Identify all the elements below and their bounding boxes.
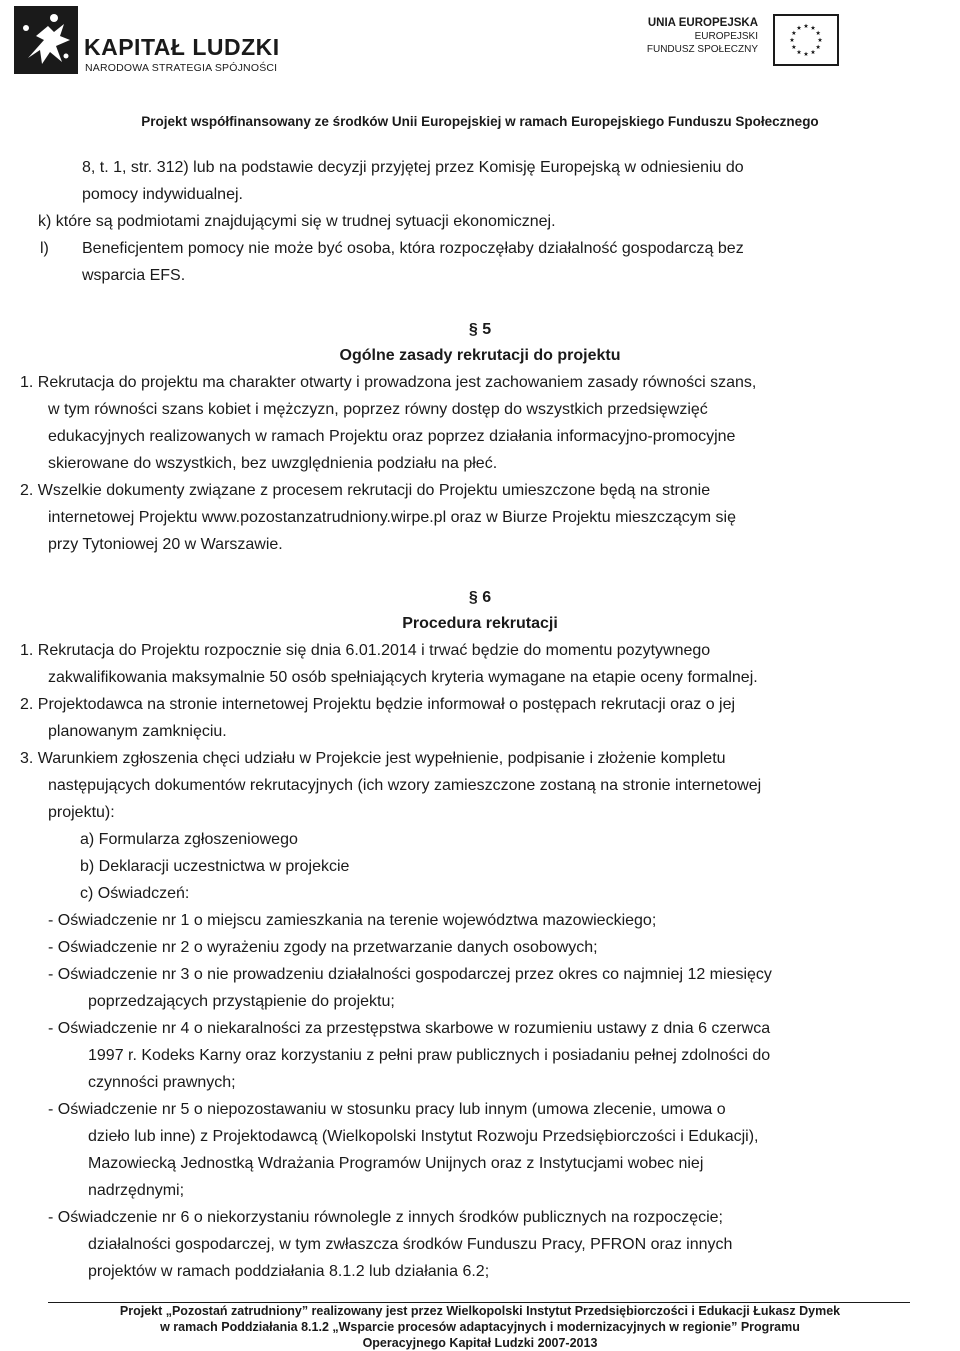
intro-item-l-cont: wsparcia EFS. (82, 267, 186, 284)
eu-flag-icon (773, 14, 839, 66)
eu-text (647, 16, 758, 56)
declaration-3-line-1: - Oświadczenie nr 3 o nie prowadzeniu działalności gospodarczej przez okres co najmniej 12 miesięcy (48, 966, 772, 983)
declaration-6-line-2: działalności gospodarczej, w tym zwłaszcza środków Funduszu Pracy, PFRON oraz innych (88, 1236, 733, 1253)
declaration-5-line-3: Mazowiecką Jednostką Wdrażania Programów Unijnych oraz z Instytucjami wobec niej (88, 1155, 704, 1172)
eu-star-icon (816, 45, 821, 49)
kapital-ludzki-logo (14, 6, 294, 78)
declaration-6-line-1: - Oświadczenie nr 6 o niekorzystaniu równolegle z innych środków publicznych na rozpoczęcie; (48, 1209, 723, 1226)
declaration-5-line-2: dzieło lub inne) z Projektodawcą (Wielkopolski Instytut Rozwoju Przedsiębiorczości i Edukacji), (88, 1128, 759, 1145)
s6-p2-line-1: 2. Projektodawca na stronie internetowej Projektu będzie informował o postępach rekrutacji oraz o jej (20, 696, 736, 713)
eu-star-icon (790, 38, 795, 42)
s6-p1-line-2: zakwalifikowania maksymalnie 50 osób spełniających kryteria wymagane na etapie oceny formalnej. (48, 669, 758, 686)
s5-p1-line-2: w tym równości szans kobiet i mężczyzn, poprzez równy dostęp do wszystkich przedsięwzięć (48, 401, 708, 418)
s6-item-c: c) Oświadczeń: (80, 885, 190, 902)
declaration-5-line-4: nadrzędnymi; (88, 1182, 185, 1199)
eu-star-icon (804, 24, 809, 28)
s6-p3-line-1: 3. Warunkiem zgłoszenia chęci udziału w Projekcie jest wypełnienie, podpisanie i złożenie kompletu (20, 750, 726, 767)
s6-p1-line-1: 1. Rekrutacja do Projektu rozpocznie się dnia 6.01.2014 i trwać będzie do momentu pozytywnego (20, 642, 711, 659)
s6-p3-line-2: następujących dokumentów rekrutacyjnych (ich wzory zamieszczone zostaną na stronie internetowej (48, 777, 762, 794)
cofinancing-note: Projekt współfinansowany ze środków Unii Europejskiej w ramach Europejskiego Funduszu Społecznego (141, 114, 819, 129)
eu-star-icon (792, 45, 797, 49)
declaration-1: - Oświadczenie nr 1 o miejscu zamieszkania na terenie województwa mazowieckiego; (48, 912, 657, 929)
eu-star-icon (792, 31, 797, 35)
intro-item-l: Beneficjentem pomocy nie może być osoba, która rozpoczęłaby działalność gospodarczą bez (82, 240, 744, 257)
s6-item-a: a) Formularza zgłoszeniowego (80, 831, 298, 848)
eu-fund-label-1: EUROPEJSKI (694, 31, 758, 42)
s6-p2-line-2: planowanym zamknięciu. (48, 723, 227, 740)
footer-line-3: Operacyjnego Kapitał Ludzki 2007-2013 (362, 1336, 598, 1350)
s5-p1-line-4: skierowane do wszystkich, bez uwzględnienia podziału na płeć. (48, 455, 498, 472)
eu-star-icon (804, 52, 809, 56)
eu-star-icon (797, 50, 802, 54)
intro-line-2: pomocy indywidualnej. (82, 186, 243, 203)
eu-star-icon (797, 25, 802, 29)
declaration-4-line-2: 1997 r. Kodeks Karny oraz korzystaniu z pełni praw publicznych i posiadaniu pełnej zdolności do (88, 1047, 771, 1064)
declaration-6-line-3: projektów w ramach poddziałania 8.1.2 lub działania 6.2; (88, 1263, 490, 1280)
page-header (0, 0, 960, 129)
eu-fund-label-2: FUNDUSZ SPOŁECZNY (646, 44, 758, 55)
eu-star-icon (818, 38, 823, 42)
footer-line-2: w ramach Poddziałania 8.1.2 „Wsparcie procesów adaptacyjnych i modernizacyjnych w regionie” Programu (160, 1320, 800, 1334)
footer-line-1: Projekt „Pozostań zatrudniony” realizowany jest przez Wielkopolski Instytut Przedsiębiorczości i Edukacji Łukasz Dymek (119, 1304, 841, 1318)
intro-line-1: 8, t. 1, str. 312) lub na podstawie decyzji przyjętej przez Komisję Europejską w odniesieniu do (82, 159, 744, 176)
logo-name: KAPITAŁ LUDZKI (84, 34, 280, 60)
declaration-2: - Oświadczenie nr 2 o wyrażeniu zgody na przetwarzanie danych osobowych; (48, 939, 598, 956)
eu-star-icon (811, 50, 816, 54)
intro-item-k: k) które są podmiotami znajdującymi się w trudnej sytuacji ekonomicznej. (38, 213, 556, 230)
declaration-4-line-1: - Oświadczenie nr 4 o niekaralności za przestępstwa skarbowe w rozumieniu ustawy z dnia 6 czerwca (48, 1020, 771, 1037)
s6-p3-line-3: projektu): (48, 804, 115, 821)
kapital-ludzki-emblem-icon (14, 6, 78, 74)
footer-divider (48, 1302, 910, 1303)
eu-star-icon (816, 31, 821, 35)
s6-item-b: b) Deklaracji uczestnictwa w projekcie (80, 858, 350, 875)
section-5-mark: § 5 (468, 321, 492, 338)
declaration-3-line-2: poprzedzających przystąpienie do projektu; (88, 993, 395, 1010)
s5-p2-line-1: 2. Wszelkie dokumenty związane z procesem rekrutacji do Projektu umieszczone będą na stronie (20, 482, 711, 499)
s5-p1-line-1: 1. Rekrutacja do projektu ma charakter otwarty i prowadzona jest zachowaniem zasady równości szans, (20, 374, 757, 391)
intro-item-l-marker: l) (40, 240, 49, 257)
s5-p2-line-3: przy Tytoniowej 20 w Warszawie. (48, 536, 283, 553)
section-6-mark: § 6 (468, 589, 492, 606)
declaration-5-line-1: - Oświadczenie nr 5 o niepozostawaniu w stosunku pracy lub innym (umowa zlecenie, umowa o (48, 1101, 726, 1118)
declaration-4-line-3: czynności prawnych; (88, 1074, 236, 1091)
s5-p2-line-2: internetowej Projektu www.pozostanzatrudniony.wirpe.pl oraz w Biurze Projektu mieszczącym się (48, 509, 736, 526)
eu-star-icon (811, 25, 816, 29)
section-6-title: Procedura rekrutacji (402, 615, 558, 632)
eu-logo (648, 12, 848, 68)
eu-union-label: UNIA EUROPEJSKA (647, 17, 758, 29)
logo-subtitle: NARODOWA STRATEGIA SPÓJNOŚCI (85, 62, 278, 74)
section-5-title: Ogólne zasady rekrutacji do projektu (339, 347, 621, 364)
s5-p1-line-3: edukacyjnych realizowanych w ramach Projektu oraz poprzez działania informacyjno-promocyjne (48, 428, 736, 445)
